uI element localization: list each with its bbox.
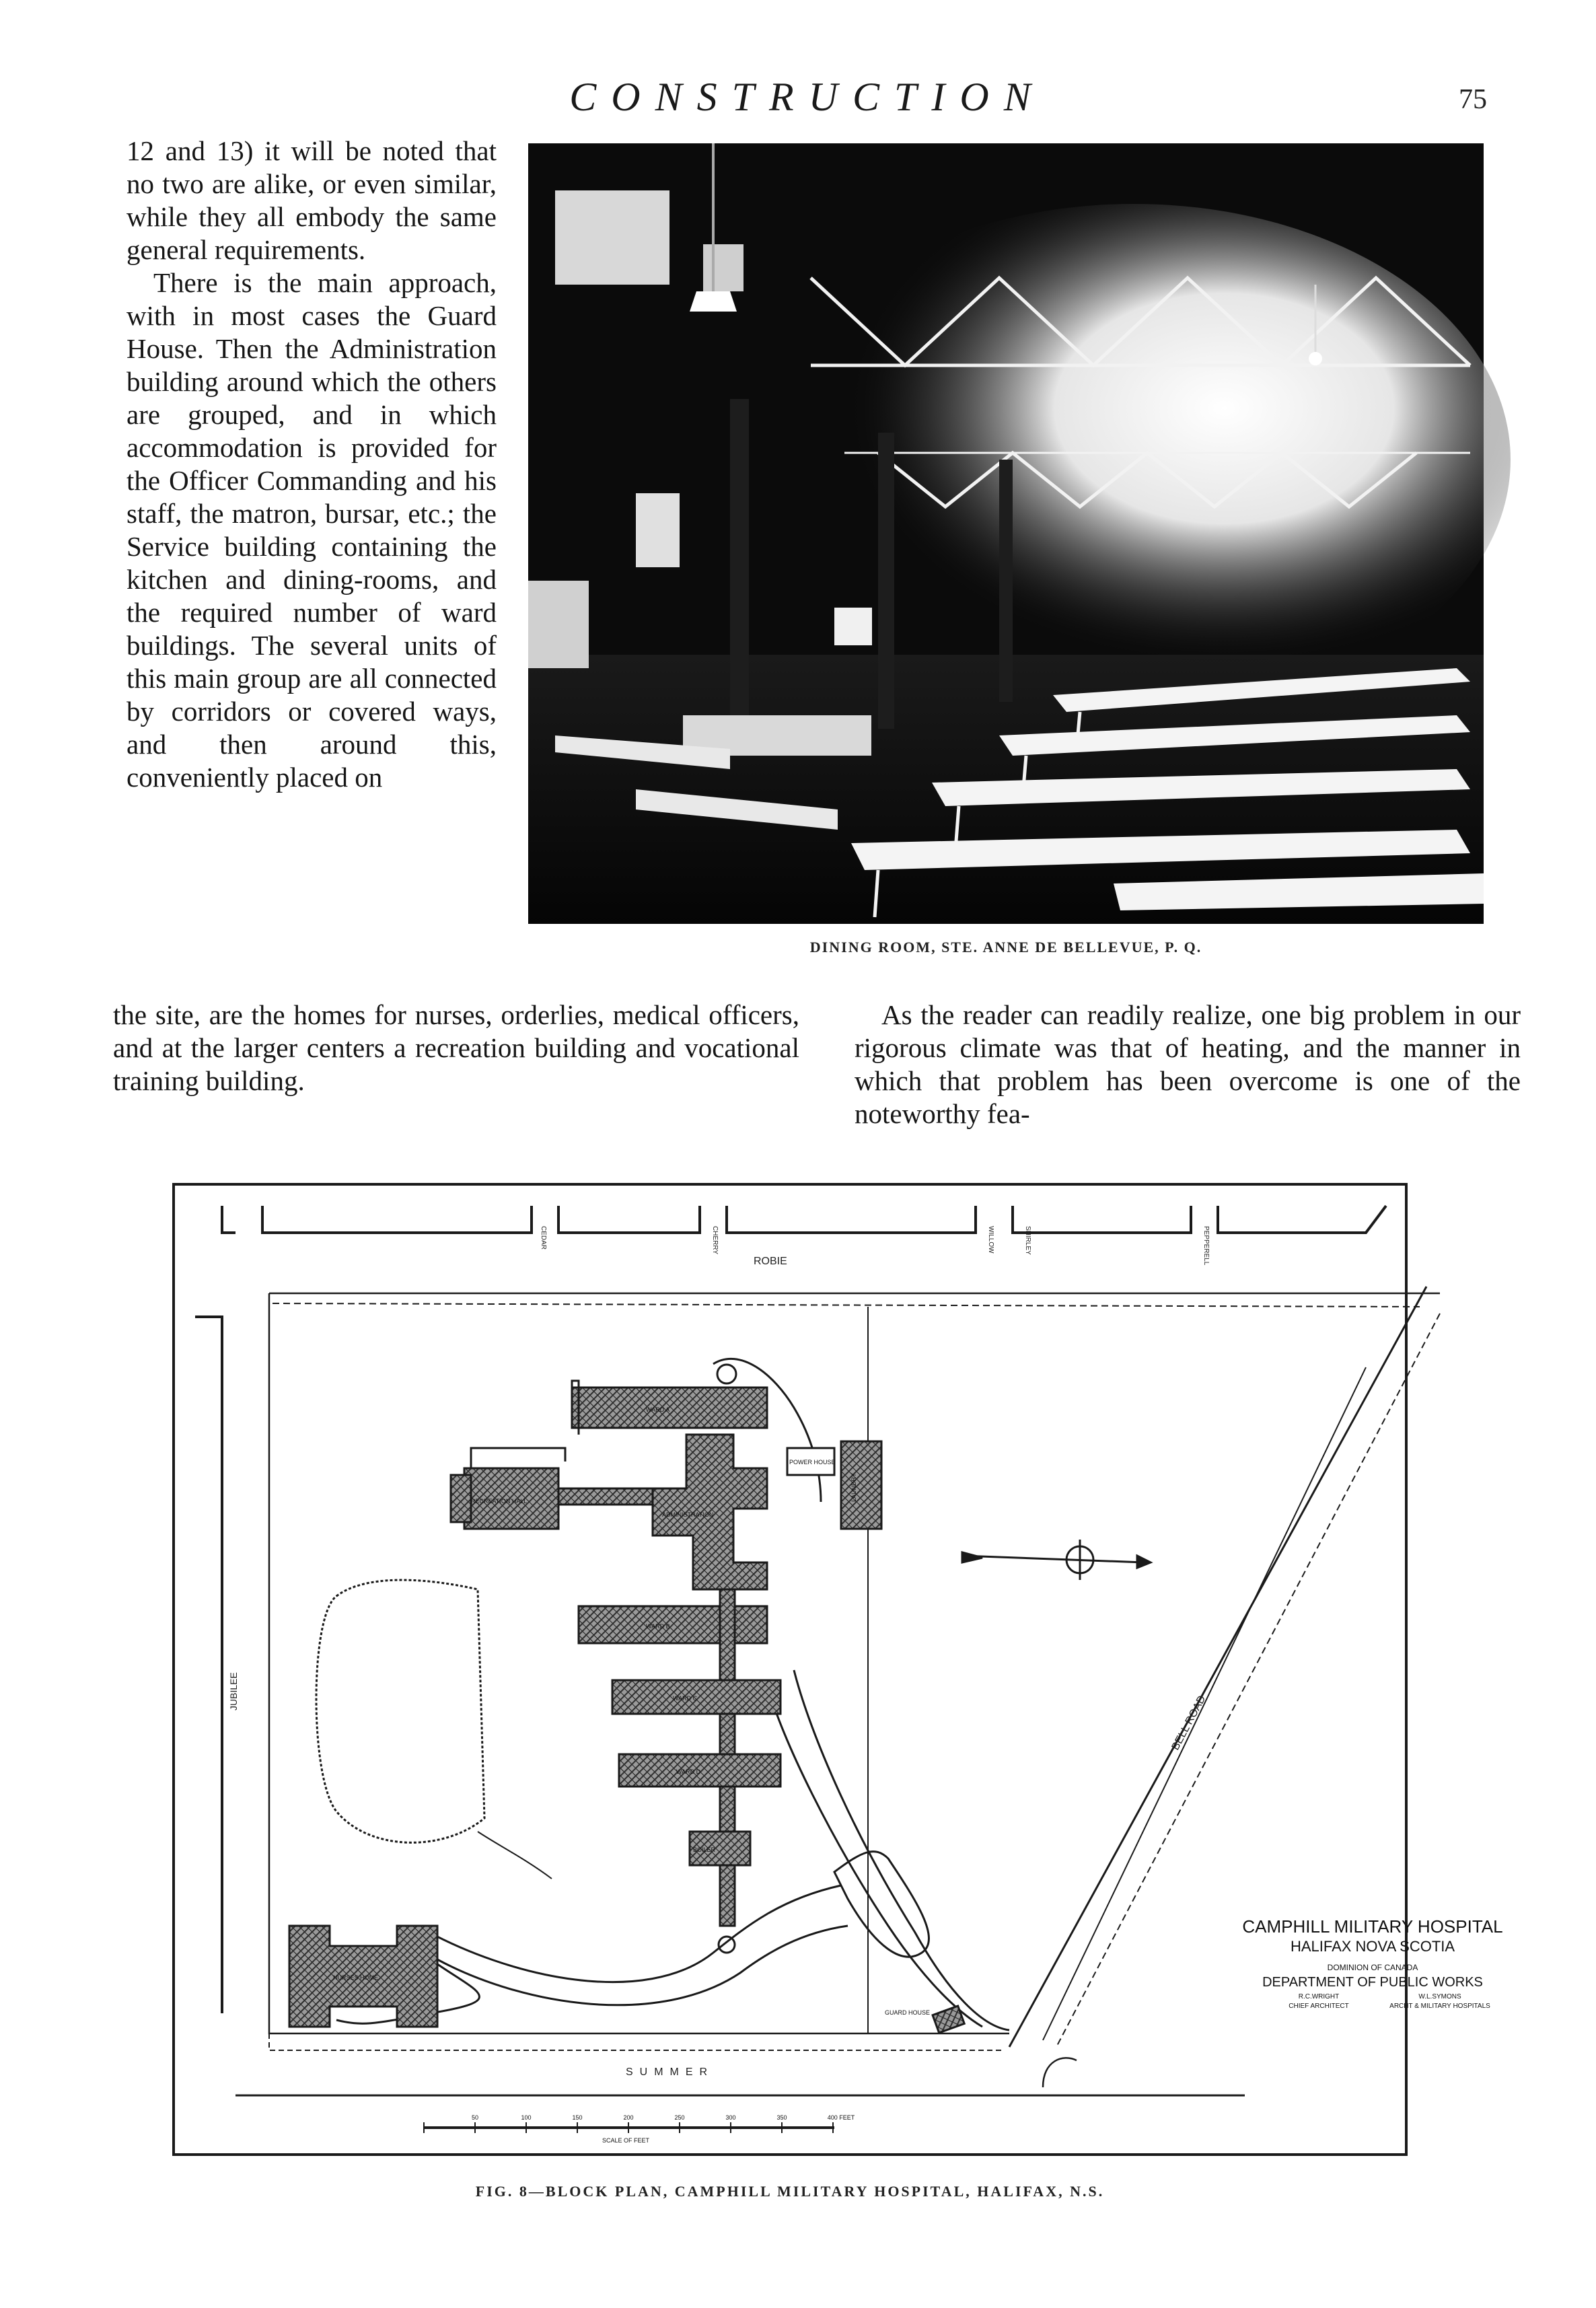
text-column-right [855, 999, 1521, 1130]
scale-tick-label: 200 [623, 2114, 634, 2121]
paragraph: There is the main approach, with in most cases the Guard House. Then the Administration building around which the others are grouped, and in which accommodation is provided for the Officer Commanding and his staff, the matron, bursar, etc.; the Service building containing the kitchen and dining-rooms, and the required number of ward buildings. The several units of this main group are all connected by corridors or covered ways, and then around this, conveniently placed on [126, 267, 497, 793]
street-label-jubilee: JUBILEE [228, 1672, 239, 1710]
title-line-4: DEPARTMENT OF PUBLIC WORKS [1262, 1975, 1483, 1990]
street-label-cedar: CEDAR [540, 1226, 547, 1250]
paragraph: the site, are the homes for nurses, orderlies, medical officers, and at the larger centers a recreation building and vocational training building. [113, 999, 799, 1096]
city-blocks-top [222, 1206, 1386, 1233]
administration-label: ADMINISTRATION [662, 1511, 714, 1518]
street-label-summer: SUMMER [626, 2066, 715, 2078]
boiler-label: BOILER [693, 1846, 716, 1853]
buildings [289, 1381, 964, 2033]
guard-house [933, 2006, 964, 2033]
title-line-1: CAMPHILL MILITARY HOSPITAL [1242, 1916, 1503, 1937]
scale-tick-label: 250 [674, 2114, 685, 2121]
ward-d-label: WARD D [676, 1768, 701, 1775]
text-column-narrow [126, 135, 497, 794]
street-label-robie: ROBIE [754, 1256, 787, 1267]
city-block-left [195, 1317, 222, 2013]
page-number: 75 [1459, 84, 1487, 115]
street-label-willow: WILLOW [987, 1226, 994, 1254]
figure-caption: FIG. 8—BLOCK PLAN, CAMPHILL MILITARY HOSPITAL, HALIFAX, N.S. [475, 2183, 1105, 2200]
pendant-lamp [1309, 352, 1322, 365]
guard-house-label: GUARD HOUSE [885, 2009, 931, 2016]
laundry-label: LAUNDRY [850, 1473, 857, 1502]
signature-left-name: R.C.WRIGHT [1298, 1993, 1340, 2000]
power-house-label: POWER HOUSE [789, 1459, 836, 1466]
title-line-2: HALIFAX NOVA SCOTIA [1290, 1938, 1455, 1955]
scale-bar [424, 2114, 855, 2144]
paragraph: As the reader can readily realize, one big problem in our rigorous climate was that of heating, and the manner in which that problem has been overcome is one of the noteworthy fea- [855, 999, 1521, 1129]
title-line-3: DOMINION OF CANADA [1327, 1963, 1418, 1972]
street-label-cherry: CHERRY [711, 1226, 719, 1255]
street-label-pepperell: PEPPERELL [1202, 1226, 1210, 1266]
site-plan-drawing [175, 1186, 1503, 2153]
drive-circle [719, 1937, 735, 1953]
north-arrow [962, 1540, 1151, 1580]
running-title: CONSTRUCTION [569, 75, 1046, 119]
ward-b-label: WARD B [646, 1623, 670, 1630]
signature-right-name: W.L.SYMONS [1418, 1993, 1461, 2000]
street-label-shirley: SHIRLEY [1024, 1226, 1031, 1255]
signature-left-title: CHIEF ARCHITECT [1289, 2003, 1349, 2010]
street-label-bell-road: BELL ROAD [1169, 1694, 1208, 1752]
signature-right-title: ARCHT & MILITARY HOSPITALS [1389, 2003, 1490, 2010]
dining-room-photo [528, 143, 1484, 924]
photo-illustration [528, 143, 1484, 924]
paragraph: 12 and 13) it will be noted that no two are alike, or even similar, while they all embody the same general requirements. [126, 135, 497, 265]
ward-b [579, 1606, 767, 1643]
window [528, 581, 589, 668]
scale-tick-label: 300 [725, 2114, 736, 2121]
text-column-left [113, 999, 799, 1097]
nurses-home-label: NURSES HOME [333, 1974, 379, 1981]
pendant-lamp [690, 291, 737, 312]
ward-c-label: WARD C [673, 1695, 698, 1702]
photo-caption: DINING ROOM, STE. ANNE DE BELLEVUE, P. Q. [809, 939, 1202, 955]
plan-title-block [1242, 1916, 1502, 2010]
scale-tick-label: 100 [521, 2114, 532, 2121]
parade-ground [316, 1580, 484, 1842]
scale-tick-label: 50 [471, 2114, 479, 2121]
laundry [841, 1441, 881, 1529]
ward-a-label: WARD A [646, 1406, 670, 1413]
window [703, 244, 743, 291]
window [555, 190, 669, 285]
scale-tick-label: 400 FEET [827, 2114, 855, 2121]
scale-label: SCALE OF FEET [602, 2137, 650, 2144]
clock [834, 608, 872, 645]
recreation-label: RECREATION HALL [471, 1498, 528, 1505]
scale-tick-label: 150 [572, 2114, 583, 2121]
scale-tick-label: 350 [776, 2114, 787, 2121]
block-plan [172, 1183, 1503, 2156]
window [636, 493, 680, 567]
